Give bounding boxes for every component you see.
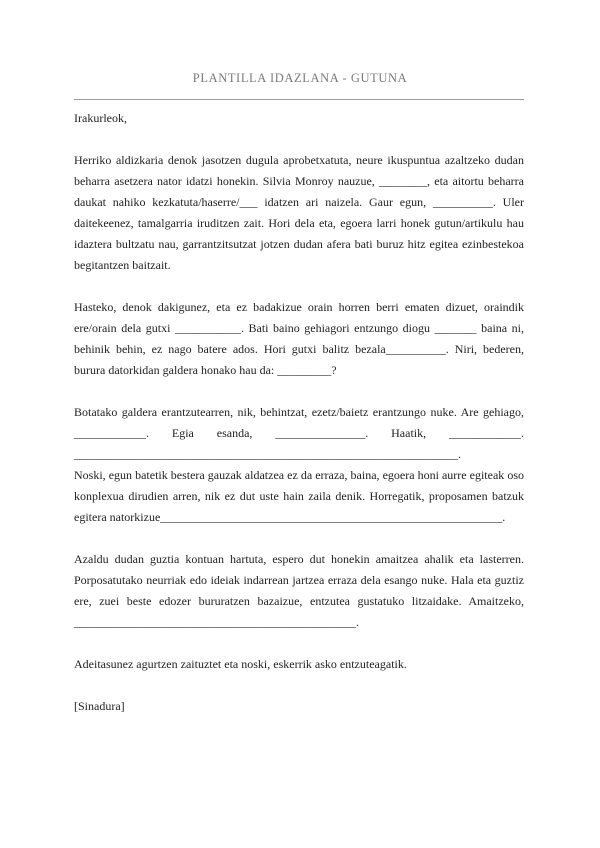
page-title: PLANTILLA IDAZLANA - GUTUNA [192,71,408,85]
paragraph-spacer [74,381,524,402]
letter-paragraph-4: Noski, egun batetik bestera gauzak aldatzea ez da erraza, baina, egoera honi aurre egiteak oso konplexua dirudien arren, nik ez dut uste hain zaila denik. Horregatik, proposamen batzuk egitera natorkizue_________________________________________________________. [74,468,524,524]
letter-paragraph-2: Hasteko, denok dakigunez, eta ez badakizue orain horren berri ematen dizuet, oraindik ere/orain dela gutxi ___________. Bati baino gehiagori entzungo diogu _______ baina ni, behinik behin, ez nago batere ados. Hori gutxi balitz bezala__________. Niri, bederen, burura datorkidan galdera honako hau da: _________? [74,300,524,377]
paragraph-spacer [74,675,524,696]
letter-paragraph-3: Botatako galdera erantzutearren, nik, behintzat, ezetz/baietz erantzungo nuke. Are gehiago, ____________. Egia esanda, _______________. Haatik, ____________. ________________________________________________________________. [74,405,524,461]
paragraph-spacer [74,633,524,654]
paragraph-spacer [74,528,524,549]
letter-signature: [Sinadura] [74,699,125,713]
letter-paragraph-1: Herriko aldizkaria denok jasotzen dugula aprobetxatuta, neure ikuspuntua azaltzeko dudan beharra asetzera nator idatzi honekin. Silvia Monroy nauzue, ________, eta aitortu beharra daukat nahiko kezkatuta/haserre/___ idatzen ari naizela. Gaur egun, __________. Uler daitekeenez, tamalgarria iruditzen zait. Hori dela eta, egoera larri honek gutun/artikulu hau idaztera bultzatu nau, garrantzitsutzat jotzen dudan afera bati buruz hitz egitea ezinbestekoa begitantzen baitzait. [74,153,524,272]
title-divider [74,99,524,100]
paragraph-spacer [74,276,524,297]
letter-body [74,108,524,717]
letter-greeting: Irakurleok, [74,111,127,125]
letter-closing: Adeitasunez agurtzen zaituztet eta noski, eskerrik asko entzuteagatik. [74,657,407,671]
letter-paragraph-5: Azaldu dudan guztia kontuan hartuta, espero dut honekin amaitzea ahalik eta lasterren. Porposatutako neurriak edo ideiak indarrean jartzea erraza dela esango nuke. Hala eta guztiz ere, zuei beste edozer bururatzen bazaizue, entzutea gustatuko litzaidake. Amaitzeko, _______________________________________________. [74,552,524,629]
paragraph-spacer [74,129,524,150]
